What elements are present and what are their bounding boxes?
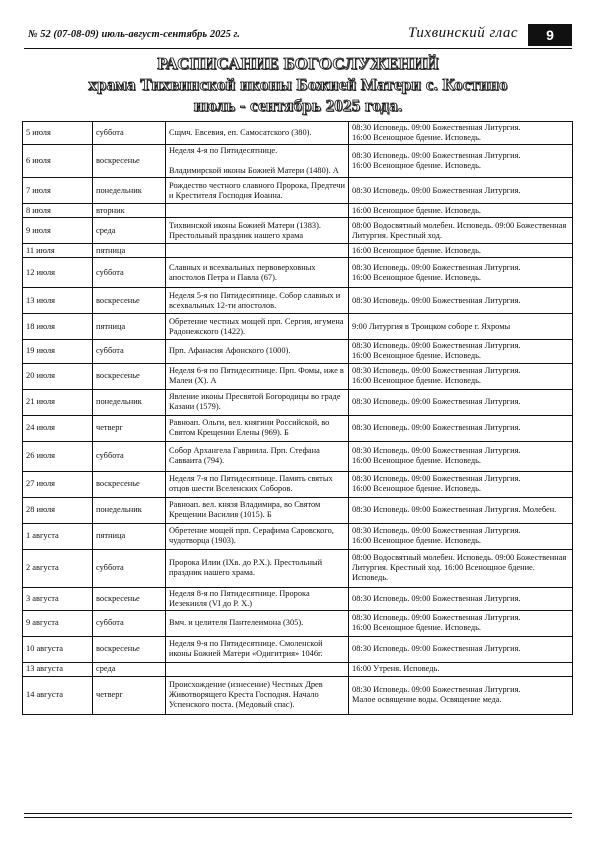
- row-day: четверг: [93, 676, 166, 714]
- row-services: 08:30 Исповедь. 09:00 Божественная Литургия. 16:00 Всенощное бдение. Исповедь.: [349, 122, 573, 145]
- row-services: 9:00 Литургия в Троицком соборе г. Яхромы: [349, 314, 573, 340]
- row-date: 10 августа: [23, 636, 93, 662]
- row-feast: Славных и всехвальных первоверховных апостолов Петра и Павла (67).: [166, 258, 349, 288]
- header-divider: [24, 48, 572, 49]
- row-date: 7 июля: [23, 178, 93, 204]
- row-day: воскресенье: [93, 587, 166, 610]
- row-day: среда: [93, 218, 166, 244]
- row-day: пятница: [93, 244, 166, 258]
- row-services: 08:30 Исповедь. 09:00 Божественная Литургия.: [349, 415, 573, 441]
- row-services: 08:30 Исповедь. 09:00 Божественная Литургия. 16:00 Всенощное бдение. Исповедь.: [349, 145, 573, 178]
- row-date: 28 июля: [23, 497, 93, 523]
- row-services: 16:00 Всенощное бдение. Исповедь.: [349, 204, 573, 218]
- row-date: 1 августа: [23, 523, 93, 549]
- table-row: [23, 204, 573, 218]
- table-row: [23, 636, 573, 662]
- row-services: 08:30 Исповедь. 09:00 Божественная Литургия.: [349, 587, 573, 610]
- row-feast: Вмч. и целителя Пантелеимона (305).: [166, 610, 349, 636]
- table-row: [23, 497, 573, 523]
- table-row: [23, 288, 573, 314]
- row-date: 21 июля: [23, 389, 93, 415]
- row-day: понедельник: [93, 178, 166, 204]
- row-feast: Прп. Афанасия Афонского (1000).: [166, 340, 349, 363]
- table-row: [23, 549, 573, 587]
- row-date: 11 июля: [23, 244, 93, 258]
- row-date: 18 июля: [23, 314, 93, 340]
- schedule-table: [22, 121, 573, 715]
- row-services: 16:00 Всенощное бдение. Исповедь.: [349, 244, 573, 258]
- row-day: воскресенье: [93, 636, 166, 662]
- table-row: [23, 122, 573, 145]
- row-day: суббота: [93, 258, 166, 288]
- table-row: [23, 662, 573, 676]
- row-services: 08:30 Исповедь. 09:00 Божественная Литургия. 16:00 Всенощное бдение. Исповедь.: [349, 471, 573, 497]
- row-services: 08:30 Исповедь. 09:00 Божественная Литургия.: [349, 389, 573, 415]
- row-date: 8 июля: [23, 204, 93, 218]
- row-feast: Происхождение (изнесение) Честных Древ Животворящего Креста Господня. Начало Успенского поста. (Медовый спас).: [166, 676, 349, 714]
- row-date: 12 июля: [23, 258, 93, 288]
- row-feast: Равноап. Ольги, вел. княгини Российской, во Святом Крещении Елены (969). Б: [166, 415, 349, 441]
- row-services: 08:30 Исповедь. 09:00 Божественная Литургия.: [349, 178, 573, 204]
- row-feast: Неделя 7-я по Пятидесятнице. Память святых отцов шести Вселенских Соборов.: [166, 471, 349, 497]
- row-date: 27 июля: [23, 471, 93, 497]
- table-row: [23, 145, 573, 178]
- footer-divider-thin: [24, 817, 572, 818]
- row-day: пятница: [93, 314, 166, 340]
- page-header: [24, 24, 572, 48]
- row-feast: Сщмч. Евсевия, еп. Самосатского (380).: [166, 122, 349, 145]
- table-row: [23, 587, 573, 610]
- row-feast: Тихвинской иконы Божией Матери (1383). Престольный праздник нашего храма: [166, 218, 349, 244]
- row-day: суббота: [93, 549, 166, 587]
- schedule-subtitle-period: июль - сентябрь 2025 года.: [193, 96, 403, 115]
- row-day: суббота: [93, 340, 166, 363]
- row-day: суббота: [93, 610, 166, 636]
- row-day: пятница: [93, 523, 166, 549]
- table-row: [23, 218, 573, 244]
- row-feast: Явление иконы Пресвятой Богородицы во граде Казани (1579).: [166, 389, 349, 415]
- table-row: [23, 314, 573, 340]
- row-services: 08:00 Водосвятный молебен. Исповедь. 09:00 Божественная Литургия. Крестный ход.: [349, 218, 573, 244]
- row-day: воскресенье: [93, 363, 166, 389]
- row-services: 08:30 Исповедь. 09:00 Божественная Литургия. 16:00 Всенощное бдение. Исповедь.: [349, 258, 573, 288]
- row-day: вторник: [93, 204, 166, 218]
- row-day: понедельник: [93, 497, 166, 523]
- table-row: [23, 441, 573, 471]
- table-row: [23, 178, 573, 204]
- row-day: суббота: [93, 441, 166, 471]
- row-services: 16:00 Утреня. Исповедь.: [349, 662, 573, 676]
- row-feast: Собор Архангела Гавриила. Прп. Стефана Савваита (794).: [166, 441, 349, 471]
- row-date: 3 августа: [23, 587, 93, 610]
- schedule-table-body: [23, 122, 573, 715]
- row-date: 14 августа: [23, 676, 93, 714]
- row-date: 6 июля: [23, 145, 93, 178]
- newspaper-name: Тихвинский глас: [407, 25, 518, 41]
- table-row: [23, 340, 573, 363]
- table-row: [23, 389, 573, 415]
- table-row: [23, 610, 573, 636]
- row-date: 2 августа: [23, 549, 93, 587]
- table-row: [23, 244, 573, 258]
- row-date: 5 июля: [23, 122, 93, 145]
- row-day: воскресенье: [93, 145, 166, 178]
- row-feast: Обретение мощей прп. Серафима Саровского, чудотворца (1903).: [166, 523, 349, 549]
- row-day: среда: [93, 662, 166, 676]
- row-feast: [166, 662, 349, 676]
- schedule-subtitle-church: храма Тихвинской иконы Божией Матери с. Костино: [88, 75, 508, 94]
- row-feast: Обретение честных мощей прп. Сергия, игумена Радонежского (1422).: [166, 314, 349, 340]
- row-services: 08:30 Исповедь. 09:00 Божественная Литургия. 16:00 Всенощное бдение. Исповедь.: [349, 441, 573, 471]
- schedule-title: РАСПИСАНИЕ БОГОСЛУЖЕНИЙ: [157, 54, 439, 73]
- table-row: [23, 258, 573, 288]
- row-day: суббота: [93, 122, 166, 145]
- row-services: 08:00 Водосвятный молебен. Исповедь. 09:00 Божественная Литургия. Крестный ход. 16:00 Всенощное бдение. Исповедь.: [349, 549, 573, 587]
- table-row: [23, 415, 573, 441]
- row-day: четверг: [93, 415, 166, 441]
- issue-info: № 52 (07-08-09) июль-август-сентябрь 2025 г.: [28, 29, 240, 40]
- row-day: воскресенье: [93, 471, 166, 497]
- row-date: 19 июля: [23, 340, 93, 363]
- row-feast: Неделя 4-я по Пятидесятнице. Владимирской иконы Божией Матери (1480). А: [166, 145, 349, 178]
- footer-divider: [24, 813, 572, 814]
- table-row: [23, 523, 573, 549]
- row-date: 26 июля: [23, 441, 93, 471]
- row-feast: Неделя 6-я по Пятидесятнице. Прп. Фомы, иже в Малеи (X). А: [166, 363, 349, 389]
- row-services: 08:30 Исповедь. 09:00 Божественная Литургия.: [349, 288, 573, 314]
- row-feast: Рождество честного славного Пророка, Предтечи и Крестителя Господня Иоанна.: [166, 178, 349, 204]
- row-services: 08:30 Исповедь. 09:00 Божественная Литургия. Малое освящение воды. Освящение меда.: [349, 676, 573, 714]
- row-services: 08:30 Исповедь. 09:00 Божественная Литургия. Молебен.: [349, 497, 573, 523]
- row-services: 08:30 Исповедь. 09:00 Божественная Литургия. 16:00 Всенощное бдение. Исповедь.: [349, 610, 573, 636]
- row-feast: Неделя 9-я по Пятидесятнице. Смоленской иконы Божией Матери «Одигитрия» 1046г.: [166, 636, 349, 662]
- row-date: 13 июля: [23, 288, 93, 314]
- row-feast: Неделя 5-я по Пятидесятнице. Собор славных и всехвальных 12-ти апостолов.: [166, 288, 349, 314]
- row-services: 08:30 Исповедь. 09:00 Божественная Литургия. 16:00 Всенощное бдение. Исповедь.: [349, 363, 573, 389]
- row-date: 9 июля: [23, 218, 93, 244]
- row-feast: Неделя 8-я по Пятидесятнице. Пророка Иезекииля (VI до Р. Х.): [166, 587, 349, 610]
- page-number: 9: [528, 24, 572, 46]
- row-date: 9 августа: [23, 610, 93, 636]
- row-services: 08:30 Исповедь. 09:00 Божественная Литургия.: [349, 636, 573, 662]
- row-date: 24 июля: [23, 415, 93, 441]
- row-feast: [166, 204, 349, 218]
- row-feast: Пророка Илии (IXв. до Р.Х.). Престольный праздник нашего храма.: [166, 549, 349, 587]
- table-row: [23, 676, 573, 714]
- row-feast: Равноап. вел. князя Владимира, во Святом Крещении Василия (1015). Б: [166, 497, 349, 523]
- table-row: [23, 471, 573, 497]
- row-services: 08:30 Исповедь. 09:00 Божественная Литургия. 16:00 Всенощное бдение. Исповедь.: [349, 340, 573, 363]
- row-services: 08:30 Исповедь. 09:00 Божественная Литургия. 16:00 Всенощное бдение. Исповедь.: [349, 523, 573, 549]
- row-day: воскресенье: [93, 288, 166, 314]
- row-date: 20 июля: [23, 363, 93, 389]
- row-date: 13 августа: [23, 662, 93, 676]
- row-day: понедельник: [93, 389, 166, 415]
- row-feast: [166, 244, 349, 258]
- table-row: [23, 363, 573, 389]
